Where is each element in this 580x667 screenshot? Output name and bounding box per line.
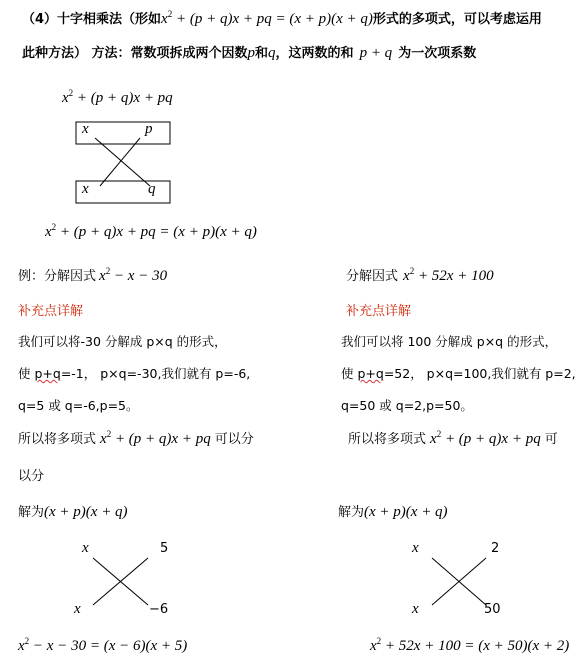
heading-suffix: 形式的多项式，可以考虑运用 bbox=[372, 12, 542, 27]
left-explain-line-2 bbox=[18, 364, 250, 382]
general-top-right: p bbox=[145, 121, 153, 137]
right-line2-post: =52， p×q=100,我们就有 p=2, bbox=[383, 366, 576, 381]
left-cross-tl: x bbox=[82, 540, 89, 556]
general-top-left: x bbox=[82, 121, 89, 137]
heading-p: p bbox=[247, 45, 256, 61]
right-decomp bbox=[338, 501, 448, 521]
heading-formula: $x^2 + (p + q)x$ + pq = (x + p)(x + q) bbox=[161, 9, 373, 27]
left-line4-suffix: 可以分 bbox=[214, 432, 254, 447]
general-bottom-left: x bbox=[82, 181, 89, 197]
right-explain-line-4 bbox=[348, 428, 558, 448]
left-title-prefix: 例：分解因式 bbox=[18, 269, 97, 284]
right-line4-prefix: 所以将多项式 bbox=[348, 432, 427, 447]
right-line2-word: p+q bbox=[357, 366, 384, 381]
general-bottom-right: q bbox=[148, 181, 156, 197]
right-explain-line-2 bbox=[341, 364, 576, 382]
left-explain-line-1: 我们可以将-30 分解成 p×q 的形式， bbox=[18, 334, 227, 349]
right-cross-br: 50 bbox=[484, 602, 501, 617]
heading-q: q bbox=[268, 45, 276, 61]
right-example-title bbox=[346, 265, 494, 285]
right-cross-tr: 2 bbox=[491, 541, 500, 556]
general-cross-line-1 bbox=[95, 138, 150, 186]
left-explain-line-3: q=5 或 q=-6,p=5。 bbox=[18, 398, 139, 413]
top-box bbox=[76, 122, 170, 144]
right-decomp-expr: (x + p)(x + q) bbox=[364, 504, 448, 520]
left-supplement-heading: 补充点详解 bbox=[18, 304, 84, 319]
heading-prefix: （4）十字相乘法（形如 bbox=[22, 12, 162, 27]
right-line4-expr: $x^2 + (p + q)x$ + pq bbox=[430, 429, 541, 447]
left-decomp-label: 解为 bbox=[18, 505, 45, 520]
heading-sum: p + q bbox=[359, 45, 393, 61]
right-cross-tl: x bbox=[412, 540, 419, 556]
left-title-expr: $x^2 - x - 30$ bbox=[99, 266, 168, 284]
right-title-expr: $x^2 + 52x + 100$ bbox=[403, 266, 494, 284]
right-cross-bl: x bbox=[412, 601, 419, 617]
right-line2-pre: 使 bbox=[341, 366, 358, 381]
heading-and: 和 bbox=[255, 46, 269, 61]
general-result: $x^2 + (p + q)x$ + pq = (x + p)(x + q) bbox=[45, 222, 257, 240]
right-title-prefix: 分解因式 bbox=[346, 269, 399, 284]
left-answer: $x^2 - x - 30 = (x - 6)(x + 5)$ bbox=[18, 636, 188, 654]
left-example-title bbox=[18, 265, 167, 285]
general-expression: $x^2 + (p + q)x$ + pq bbox=[62, 88, 173, 106]
right-explain-line-1: 我们可以将 100 分解成 p×q 的形式， bbox=[341, 334, 558, 349]
left-cross-br: −6 bbox=[149, 602, 169, 617]
left-explain-line-5: 以分 bbox=[18, 469, 45, 484]
left-decomp bbox=[18, 501, 128, 521]
left-cross-bl: x bbox=[74, 601, 81, 617]
right-decomp-label: 解为 bbox=[338, 505, 365, 520]
left-line4-expr: $x^2 + (p + q)x$ + pq bbox=[100, 429, 211, 447]
left-decomp-expr: (x + p)(x + q) bbox=[44, 504, 128, 520]
left-line2-post: =-1， p×q=-30,我们就有 p=-6, bbox=[60, 366, 251, 381]
right-explain-line-3: q=50 或 q=2,p=50。 bbox=[341, 398, 473, 413]
heading-mid: ，这两数的和 bbox=[275, 46, 354, 61]
right-supplement-heading: 补充点详解 bbox=[346, 304, 412, 319]
right-answer: $x^2 + 52x + 100 = (x + 50)(x + 2)$ bbox=[370, 636, 570, 654]
heading-method-text: 此种方法） 方法：常数项拆成两个因数 bbox=[22, 46, 248, 61]
left-line2-pre: 使 bbox=[18, 366, 35, 381]
right-line4-suffix: 可 bbox=[544, 432, 558, 447]
left-cross-tr: 5 bbox=[160, 541, 169, 556]
heading-line2-suffix: 为一次项系数 bbox=[398, 46, 477, 61]
general-cross-line-2 bbox=[100, 138, 140, 186]
left-explain-line-4 bbox=[18, 428, 254, 448]
left-line2-word: p+q bbox=[34, 366, 61, 381]
left-line4-prefix: 所以将多项式 bbox=[18, 432, 97, 447]
